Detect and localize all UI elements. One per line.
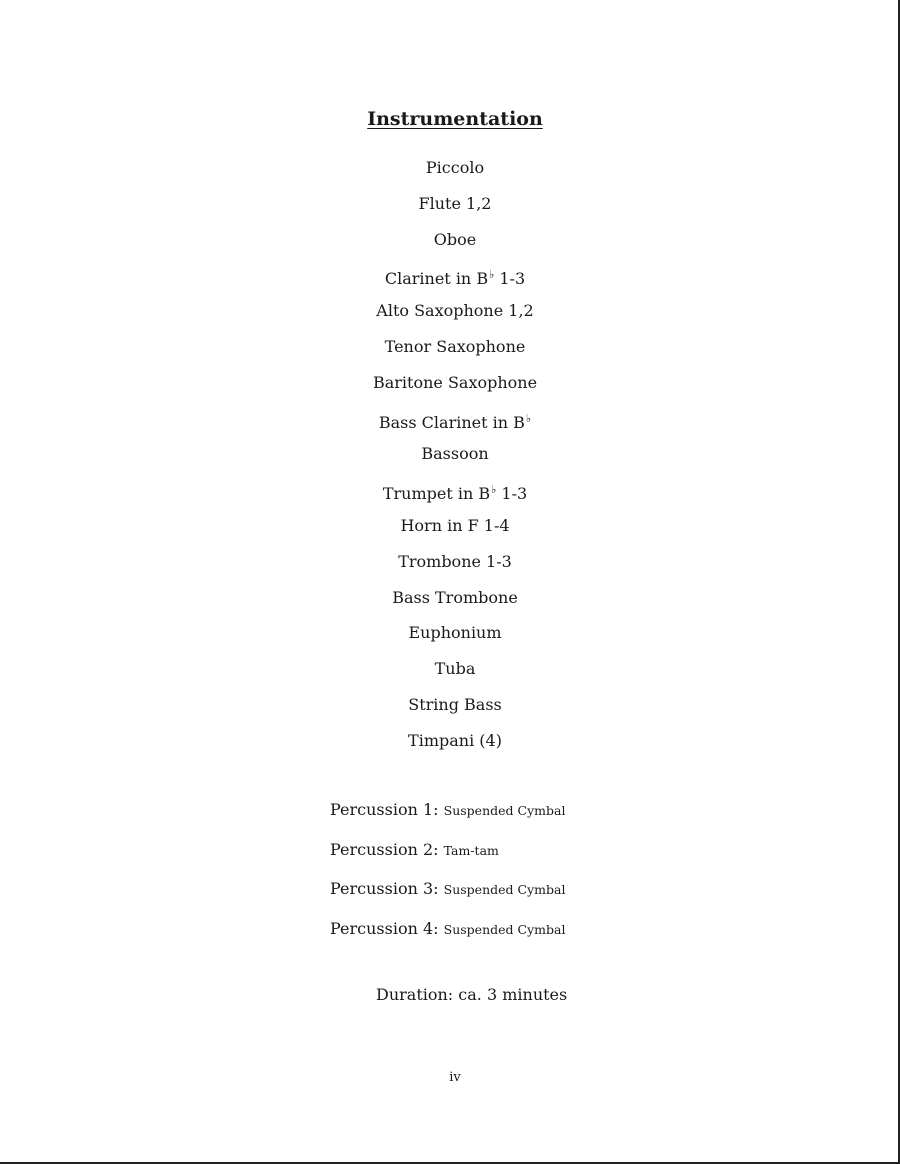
page-title: Instrumentation: [367, 108, 543, 130]
instrument-name: Clarinet in B: [384, 269, 489, 289]
instrument-item: [0, 472, 900, 508]
instrument-name: Oboe: [433, 229, 477, 249]
instrument-name: Bassoon: [421, 444, 489, 464]
instrument-name: Bass Clarinet in B: [378, 412, 525, 432]
instrument-item: [0, 651, 900, 687]
instrument-name: Bass Trombone: [392, 587, 518, 607]
instrument-name: Euphonium: [408, 623, 502, 643]
percussion-list: [330, 792, 565, 950]
percussion-row: [330, 832, 565, 872]
instrument-name: Tenor Saxophone: [384, 336, 526, 356]
instrument-item: [0, 293, 900, 329]
instrument-item: [0, 687, 900, 723]
flat-symbol: ♭: [489, 268, 495, 282]
instrument-item: [0, 508, 900, 544]
instrument-name: Baritone Saxophone: [372, 372, 538, 392]
instrument-item: [0, 365, 900, 401]
instrument-item: [0, 150, 900, 186]
instrument-item: [0, 401, 900, 437]
percussion-label: Percussion 3:: [330, 879, 439, 898]
duration-text: Duration: ca. 3 minutes: [376, 985, 568, 1004]
percussion-label: Percussion 4:: [330, 918, 439, 938]
percussion-label: Percussion 1:: [330, 800, 439, 819]
percussion-row: [330, 911, 565, 951]
instrument-parts: 1-3: [494, 269, 526, 289]
instrument-item: [0, 580, 900, 616]
instrument-item: [0, 222, 900, 258]
instrument-name: Timpani (4): [408, 730, 502, 750]
percussion-instrument: Suspended Cymbal: [443, 882, 566, 897]
instrument-item: [0, 436, 900, 472]
flat-symbol: ♭: [525, 411, 532, 425]
instrument-name: Trumpet in B: [382, 484, 491, 504]
instrument-item: [0, 329, 900, 365]
percussion-instrument: Suspended Cymbal: [443, 921, 566, 937]
instrument-name: Flute 1,2: [418, 193, 492, 213]
percussion-row: [330, 871, 565, 911]
instrument-name: Horn in F 1-4: [400, 515, 510, 535]
percussion-instrument: Suspended Cymbal: [443, 803, 566, 818]
instrument-item: [0, 544, 900, 580]
instrument-item: [0, 615, 900, 651]
instrument-name: Trombone 1-3: [398, 551, 512, 571]
instrument-item: [0, 186, 900, 222]
instrument-name: String Bass: [408, 694, 502, 714]
instrument-list: [0, 150, 900, 759]
percussion-row: [330, 792, 565, 832]
instrument-item: [0, 723, 900, 759]
percussion-label: Percussion 2:: [330, 839, 439, 859]
instrument-parts: 1-3: [496, 484, 528, 504]
page-number: iv: [449, 1070, 461, 1085]
instrument-name: Alto Saxophone 1,2: [376, 301, 534, 321]
instrument-name: Tuba: [434, 659, 476, 679]
flat-symbol: ♭: [491, 483, 497, 497]
instrument-item: [0, 257, 900, 293]
percussion-instrument: Tam-tam: [443, 842, 499, 858]
instrument-name: Piccolo: [425, 158, 485, 177]
